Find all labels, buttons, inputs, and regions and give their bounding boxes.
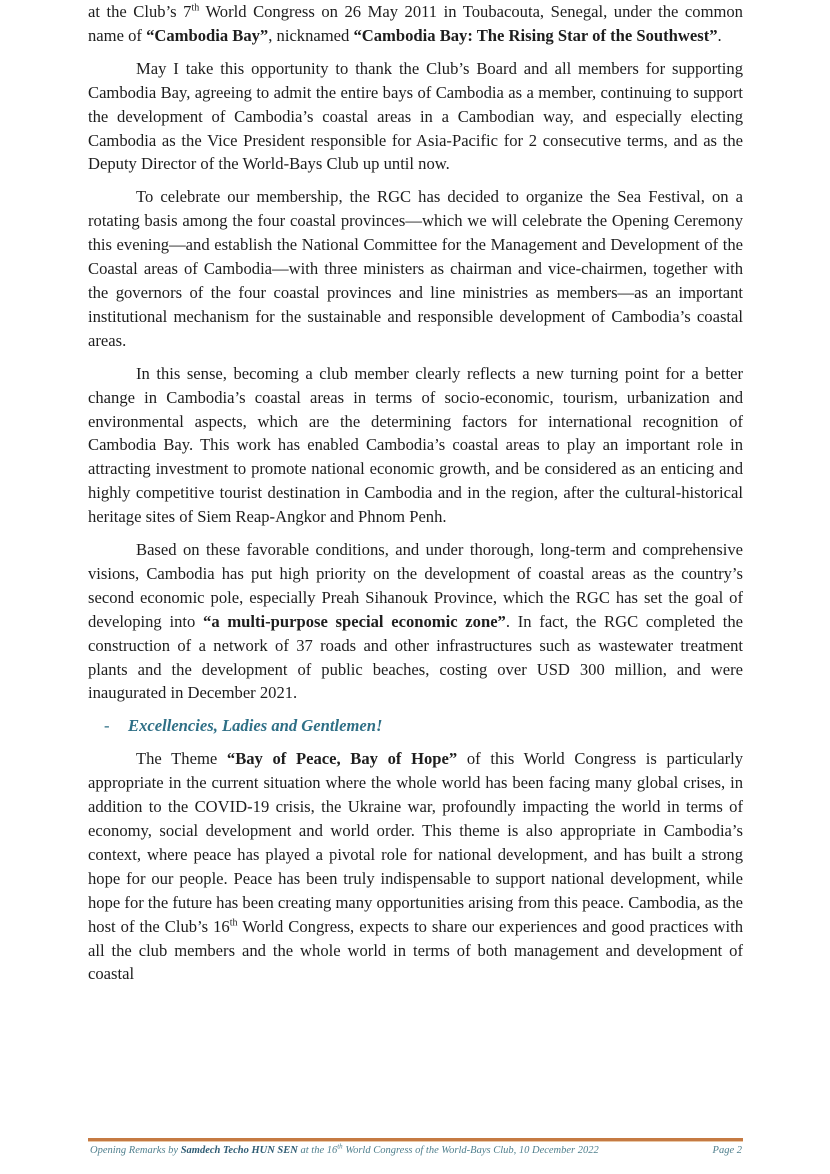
footer-suffix: World Congress of the World-Bays Club, 10 December 2022 (342, 1145, 599, 1156)
footer-citation (90, 1142, 599, 1156)
text-run: . In fact, the RGC completed the construction of a network of 37 roads and other infrastructures such as wastewater treatment plants and the development of public beaches, costing over USD 300 million, and were inaugurated in December 2021. (88, 611, 743, 703)
footer-prefix: Opening Remarks by (90, 1145, 181, 1156)
text-run: . (717, 25, 722, 45)
paragraph (88, 362, 743, 529)
heading-text: Excellencies, Ladies and Gentlemen! (128, 716, 383, 736)
paragraph (88, 57, 743, 177)
bold-text: “Cambodia Bay” (146, 25, 269, 45)
footer-middle: at the 16 (297, 1145, 338, 1156)
paragraph (88, 538, 743, 705)
document-body (88, 0, 743, 705)
text-run: World Congress, expects to share our experiences and good practices with all the club members and the whole world in terms of both management and development of coastal (88, 916, 743, 984)
text-run: May I take this opportunity to thank the Club’s Board and all members for supporting Cambodia Bay, agreeing to admit the entire bays of Cambodia as a member, continuing to support the development of Cambodia’s coastal areas in a Cambodian way, and especially electing Cambodia as the Vice President responsible for Asia-Pacific for 2 consecutive terms, and as the Deputy Director of the World-Bays Club up until now. (88, 58, 743, 174)
paragraph (88, 185, 743, 352)
document-page (88, 0, 743, 986)
footer-sup: th (337, 1142, 343, 1151)
bold-text: “a multi-purpose special economic zone” (203, 611, 506, 631)
bold-text: “Bay of Peace, Bay of Hope” (226, 749, 458, 769)
page-number: Page 2 (712, 1145, 742, 1156)
text-run: The Theme (136, 749, 227, 769)
text-run: In this sense, becoming a club member clearly reflects a new turning point for a better change in Cambodia’s coastal areas in terms of socio-economic, tourism, urbanization and environmental aspects, which are the determining factors for international recognition of Cambodia Bay. This work has enabled Cambodia’s coastal areas to play an important role in attracting investment to promote national economic growth, and be considered as an enticing and highly competitive tourist destination in Cambodia and in the region, after the cultural-historical heritage sites of Siem Reap-Angkor and Phnom Penh. (88, 363, 743, 527)
paragraph (88, 0, 743, 48)
page-footer (90, 1142, 742, 1156)
paragraph (88, 747, 743, 986)
heading-bullet: - (104, 716, 110, 736)
superscript: th (229, 917, 238, 929)
superscript: th (191, 2, 200, 14)
text-run: of this World Congress is particularly appropriate in the current situation where the whole world has been facing many global crises, in addition to the COVID-19 crisis, the Ukraine war, profoundly impacting the world in terms of economy, social development and world order. This theme is also appropriate in Cambodia’s context, where peace has played a pivotal role for national development, and has built a strong hope for our people. Peace has been truly indispensable to support national development, while hope for the future has been creating many opportunities arising from this peace. Cambodia, as the host of the Club’s 16 (88, 749, 744, 936)
footer-divider (88, 1138, 743, 1142)
text-run: at the Club’s 7 (88, 2, 192, 21)
bold-text: “Cambodia Bay: The Rising Star of the Southwest” (353, 25, 718, 45)
document-body-continued (88, 747, 743, 986)
text-run: , nicknamed (268, 25, 354, 45)
section-heading (88, 714, 743, 738)
text-run: To celebrate our membership, the RGC has decided to organize the Sea Festival, on a rotating basis among the four coastal provinces—which we will celebrate the Opening Ceremony this evening—and establish the National Committee for the Management and Development of the Coastal areas of Cambodia—with three ministers as chairman and vice-chairmen, together with the governors of the four coastal provinces and line ministries as members—as an important institutional mechanism for the sustainable and responsible development of Cambodia’s coastal areas. (88, 187, 743, 350)
text-run: Based on these favorable conditions, and under thorough, long-term and comprehensive visions, Cambodia has put high priority on the development of coastal areas as the country’s second economic pole, especially Preah Sihanouk Province, which the RGC has set the goal of developing into (88, 540, 743, 631)
footer-speaker: Samdech Techo HUN SEN (180, 1145, 298, 1156)
text-run: World Congress on 26 May 2011 in Toubacouta, Senegal, under the common name of (88, 2, 743, 45)
